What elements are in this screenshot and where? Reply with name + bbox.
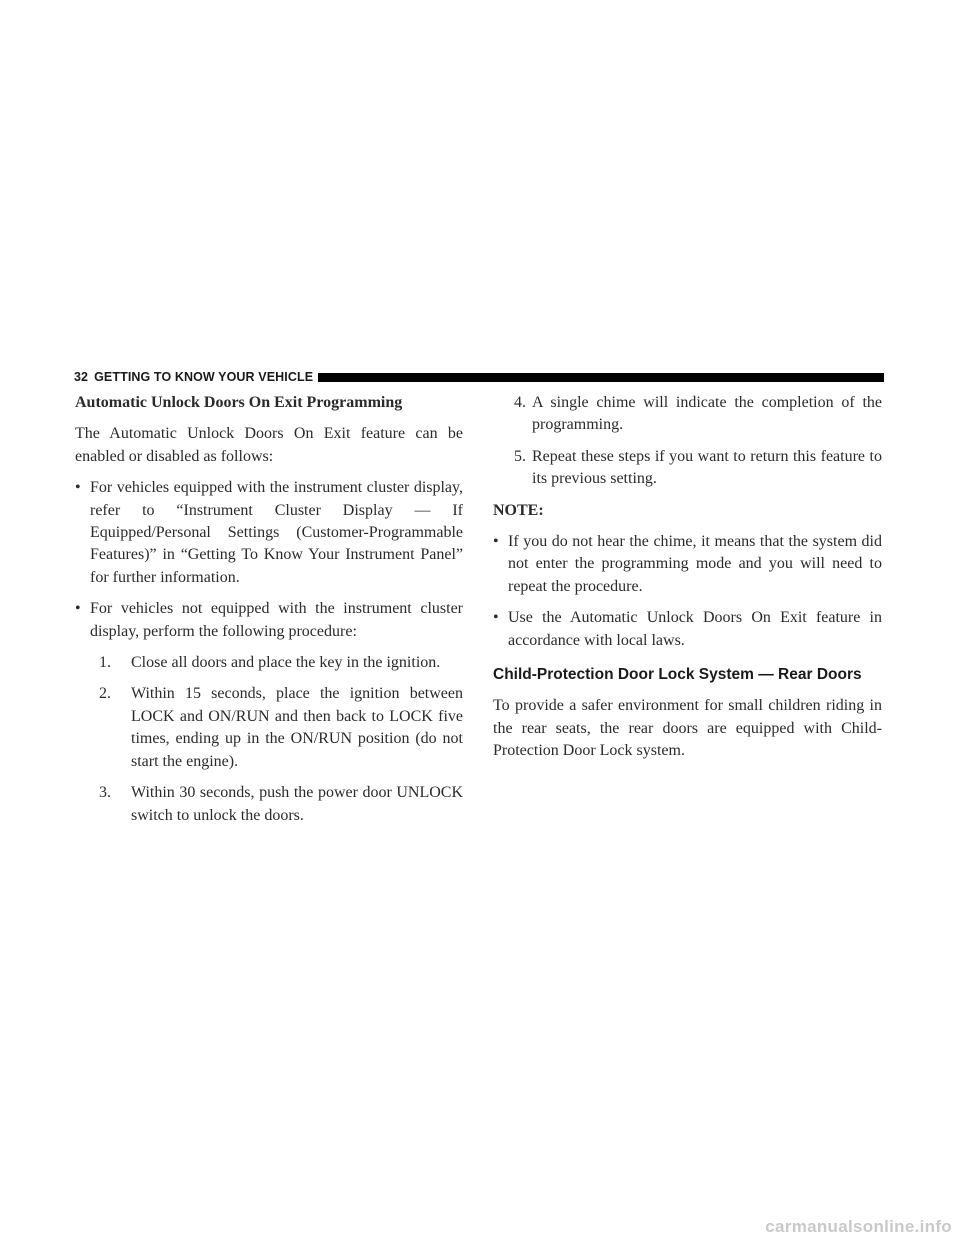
- note-label: NOTE:: [493, 501, 544, 519]
- step-text: Repeat these steps if you want to return this feature to its previous setting.: [532, 447, 882, 488]
- list-item: [493, 531, 882, 598]
- bullet-icon: •: [493, 533, 499, 551]
- step-number: 3.: [99, 784, 111, 802]
- step-text: A single chime will indicate the completion of the programming.: [532, 394, 882, 434]
- subsection-heading: Automatic Unlock Doors On Exit Programming: [75, 394, 403, 411]
- bullet-icon: •: [75, 600, 81, 618]
- section-paragraph: To provide a safer environment for small children riding in the rear seats, the rear doors are equipped with Child-Protection Door Lock system.: [493, 697, 882, 760]
- bullet-text: For vehicles not equipped with the instrument cluster display, perform the following procedure:: [90, 600, 463, 640]
- bullet-text: Use the Automatic Unlock Doors On Exit feature in accordance with local laws.: [508, 609, 882, 649]
- step-number: 1.: [99, 654, 111, 672]
- list-item: [75, 598, 463, 643]
- header-page-number: 32: [74, 370, 89, 384]
- step-number: 2.: [99, 685, 111, 703]
- procedure-step: [75, 683, 463, 773]
- list-item: [493, 607, 882, 652]
- procedure-step: [493, 446, 882, 491]
- header-section-title: GETTING TO KNOW YOUR VEHICLE: [94, 370, 314, 384]
- step-number: 4.: [514, 394, 526, 411]
- bullet-icon: •: [75, 479, 81, 497]
- step-text: Within 30 seconds, push the power door UNLOCK switch to unlock the doors.: [131, 784, 463, 824]
- bullet-icon: •: [493, 609, 499, 627]
- procedure-step: [75, 652, 463, 674]
- intro-paragraph: The Automatic Unlock Doors On Exit feature can be enabled or disabled as follows:: [75, 425, 463, 465]
- left-column: [75, 392, 463, 836]
- step-number: 5.: [514, 447, 526, 465]
- step-text: Close all doors and place the key in the ignition.: [131, 654, 441, 672]
- page-header: [74, 369, 884, 385]
- list-item: [75, 477, 463, 589]
- step-text: Within 15 seconds, place the ignition between LOCK and ON/RUN and then back to LOCK five times, ending up in the ON/RUN position (do not start the engine).: [131, 685, 463, 770]
- watermark: carmanualsonline.info: [765, 1217, 952, 1236]
- bullet-text: If you do not hear the chime, it means that the system did not enter the programming mode and you will need to repeat the procedure.: [508, 533, 882, 595]
- bullet-text: For vehicles equipped with the instrument cluster display, refer to “Instrument Cluster Display — If Equipped/Personal Settings (Customer-Programmable Features)” in “Getting To Know Your Instrument Panel” for further information.: [90, 479, 463, 586]
- section-heading: Child-Protection Door Lock System — Rear Doors: [493, 666, 862, 684]
- header-rule: [318, 373, 884, 382]
- right-column: [493, 392, 882, 772]
- procedure-step: [493, 392, 882, 437]
- procedure-step: [75, 782, 463, 827]
